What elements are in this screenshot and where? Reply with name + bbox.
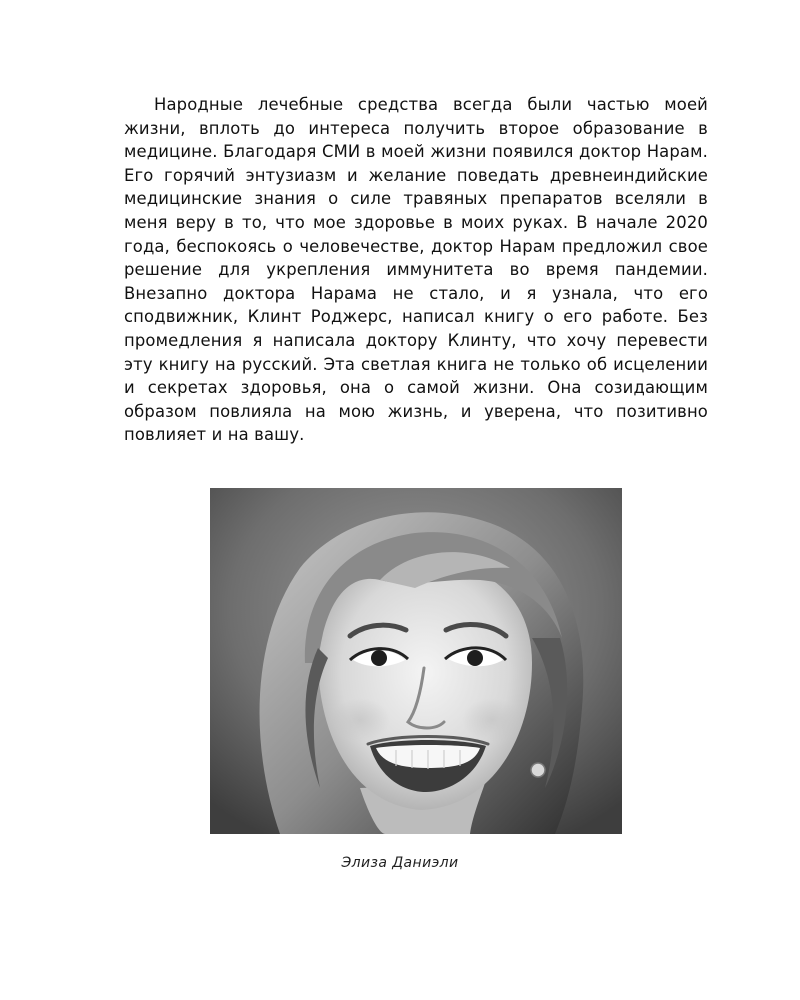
body-paragraph: Народные лечебные средства всегда были частью моей жизни, вплоть до интереса получить второе образование в медицине. Благодаря СМИ в моей жизни появился доктор Нарам. Его горячий энтузиазм и желание поведать древнеиндийские медицинские знания о силе травяных препаратов вселяли в меня веру в то, что мое здоровье в моих руках. В начале 2020 года, беспокоясь о человечестве, доктор Нарам предложил свое решение для укрепления иммунитета во время пандемии. Внезапно доктора Нарама не стало, и я узнала, что его сподвижник, Клинт Роджерс, написал книгу о его работе. Без промедления я написала доктору Клинту, что хочу перевести эту книгу на русский. Эта светлая книга не только об исцелении и секретах здоровья, она о самой жизни. Она созидающим образом повлияла на мою жизнь, и уверена, что позитивно повлияет и на вашу.: [124, 95, 708, 445]
photo-caption: Элиза Даниэли: [341, 855, 459, 871]
author-portrait-photo: [210, 488, 622, 834]
